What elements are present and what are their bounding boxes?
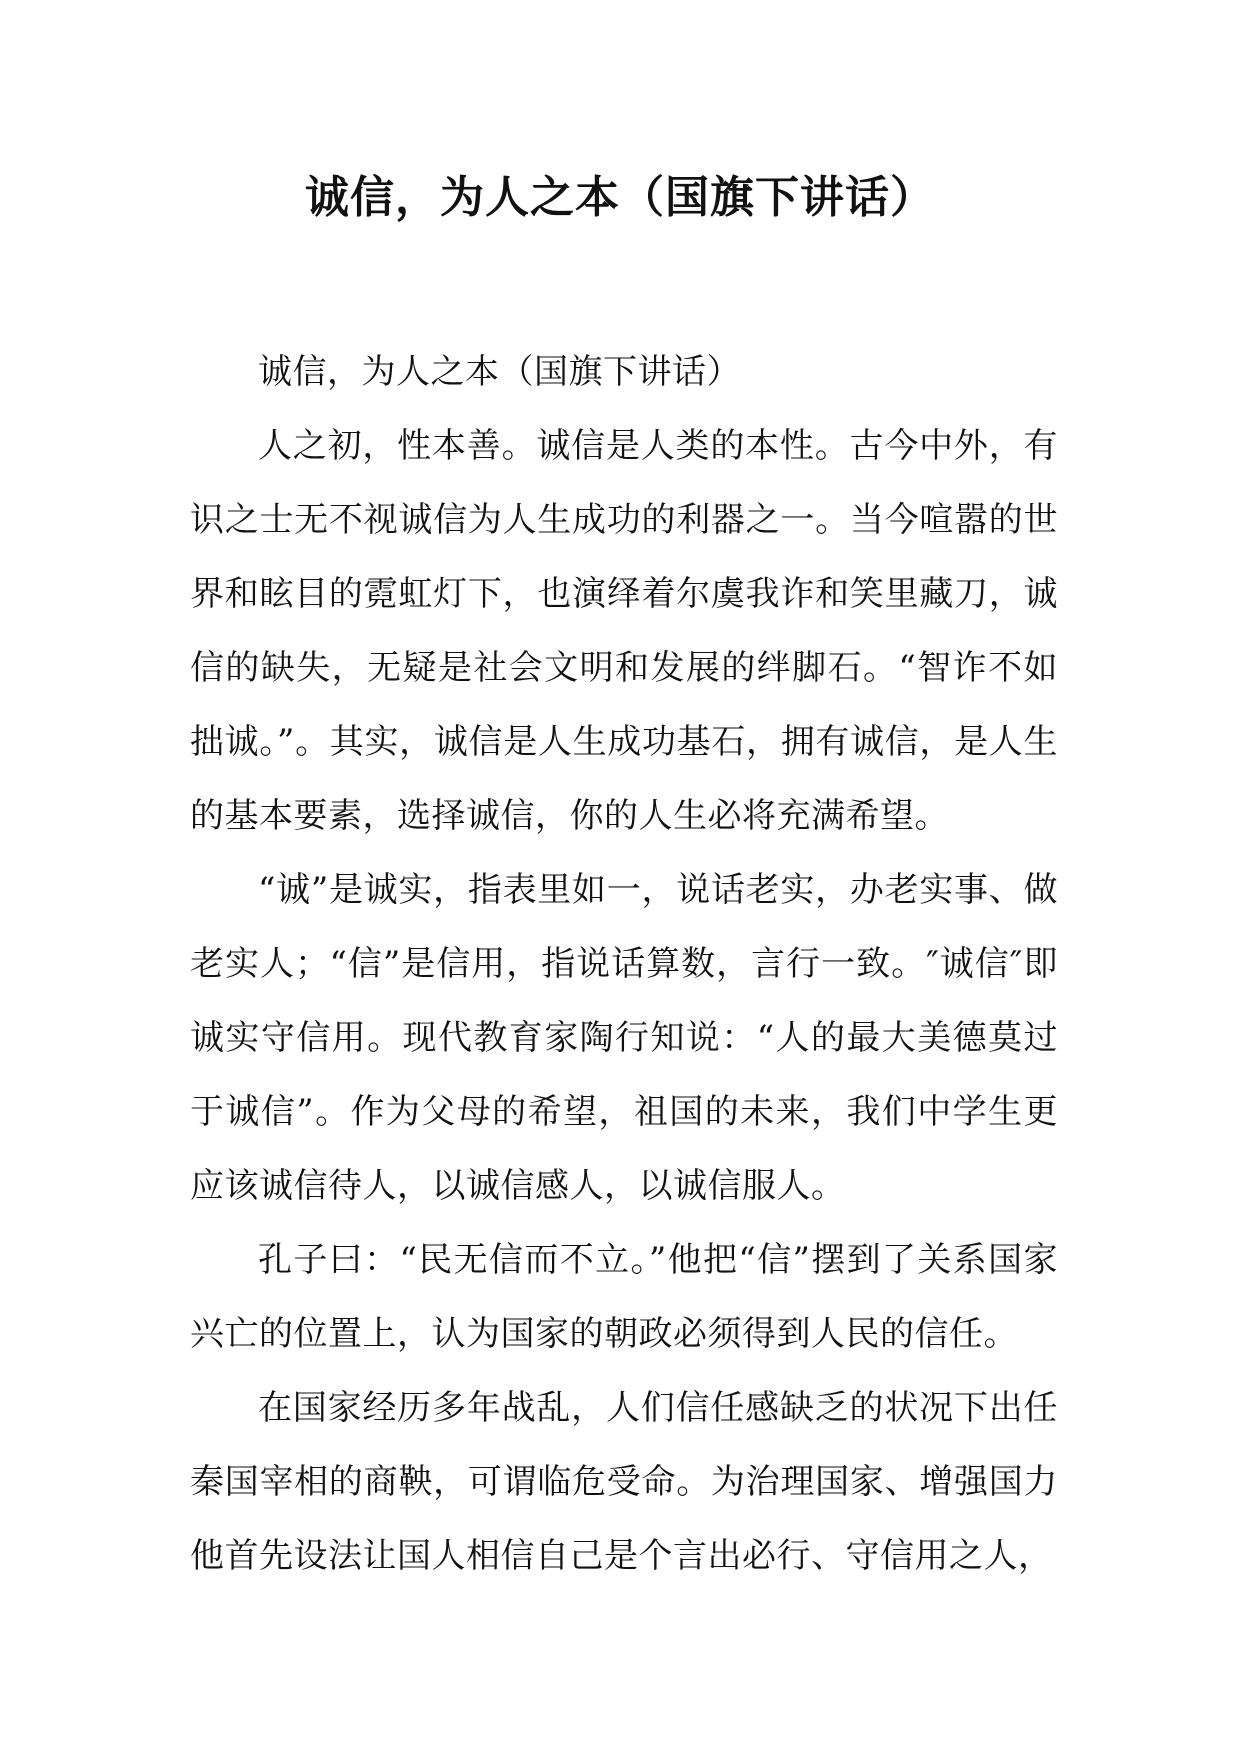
paragraph-4: 在国家经历多年战乱，人们信任感缺乏的状况下出任秦国宰相的商鞅，可谓临危受命。为治理国家、增强国力他首先设法让国人相信自己是个言出必行、守信用之人， bbox=[190, 1388, 1058, 1576]
paragraph-1: 人之初，性本善。诚信是人类的本性。古今中外，有识之士无不视诚信为人生成功的利器之一。当今喧嚣的世界和眩目的霓虹灯下，也演绎着尔虞我诈和笑里藏刀，诚信的缺失，无疑是社会文明和发展的绊脚石。“智诈不如拙诚。”。其实，诚信是人生成功基石，拥有诚信，是人生的基本要素，选择诚信，你的人生必将充满希望。 bbox=[190, 426, 1058, 836]
document-title: 诚信，为人之本（国旗下讲话） bbox=[305, 172, 935, 223]
paragraph-2: “诚”是诚实，指表里如一，说话老实，办老实事、做老实人；“信”是信用，指说话算数，言行一致。″诚信″即诚实守信用。现代教育家陶行知说：“人的最大美德莫过于诚信”。作为父母的希望，祖国的未来，我们中学生更应该诚信待人，以诚信感人，以诚信服人。 bbox=[190, 870, 1058, 1206]
paragraph-subtitle: 诚信，为人之本（国旗下讲话） bbox=[258, 352, 741, 392]
paragraph-3: 孔子曰：“民无信而不立。”他把“信”摆到了关系国家兴亡的位置上，认为国家的朝政必须得到人民的信任。 bbox=[190, 1240, 1058, 1354]
document-body bbox=[190, 335, 1058, 1593]
